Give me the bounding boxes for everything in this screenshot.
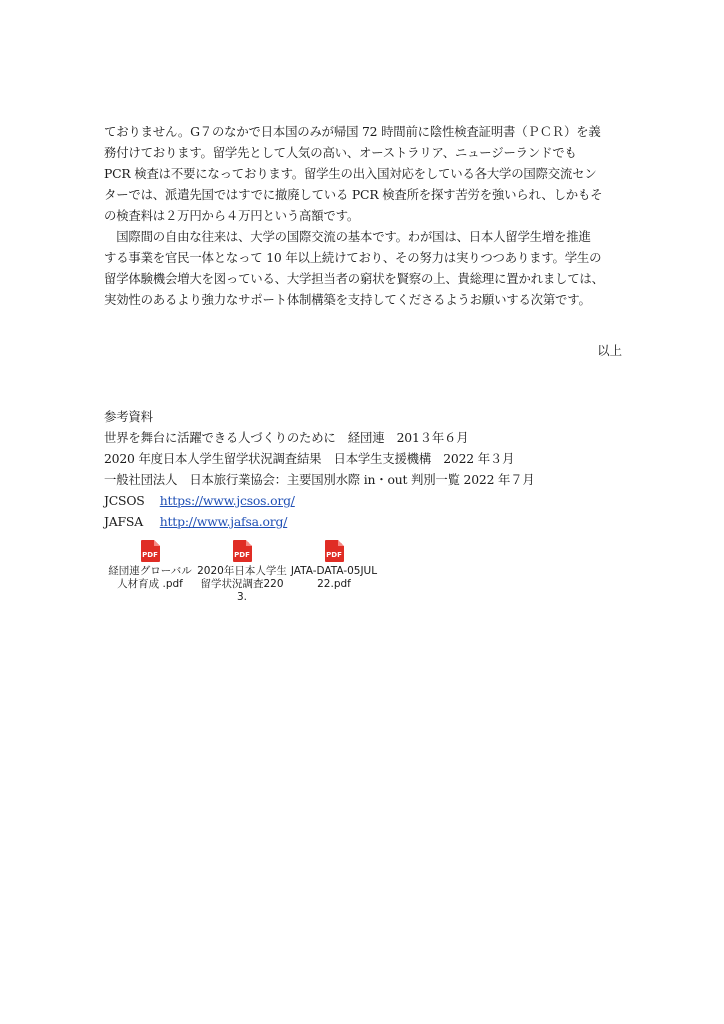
pdf-icon: PDF — [141, 540, 160, 562]
body-line: 国際間の自由な往来は、大学の国際交流の基本です。わが国は、日本人留学生増を推進 — [104, 229, 591, 244]
body-line: 務付けております。留学先として人気の高い、オーストラリア、ニュージーランドでも — [104, 145, 577, 160]
body-line: する事業を官民一体となって 10 年以上続けており、その努力は実りつつあります。学生の — [104, 250, 602, 265]
body-line: 留学体験機会増大を図っている、大学担当者の窮状を賢察の上、貴総理に置かれましては、 — [104, 271, 604, 286]
body-line: の検査料は２万円から４万円という高額です。 — [104, 208, 360, 223]
attachment-file[interactable] — [196, 540, 288, 604]
link-label: JAFSA — [104, 514, 143, 529]
body-text — [104, 121, 624, 310]
pdf-icon: PDF — [325, 540, 344, 562]
attachment-filename: 経団連グローバル人材育成 .pdf — [108, 565, 192, 590]
pdf-icon: PDF — [233, 540, 252, 562]
jafsa-link[interactable]: http://www.jafsa.org/ — [159, 514, 288, 529]
body-line: PCR 検査は不要になっております。留学生の出入国対応をしている各大学の国際交流セン — [104, 166, 597, 181]
reference-link-row — [104, 490, 535, 511]
reference-item: 一般社団法人 日本旅行業協会：主要国別水際 in・out 判別一覧 2022 年７月 — [104, 472, 535, 487]
attachment-filename: 2020年日本人学生留学状況調査2203. — [197, 565, 287, 603]
body-line: ターでは、派遣先国ではすでに撤廃している PCR 検査所を探す苦労を強いられ、しかもそ — [104, 187, 603, 202]
closing-text: 以上 — [597, 343, 622, 358]
attachment-file[interactable] — [288, 540, 380, 604]
attachment-filename: JATA-DATA-05JUL22.pdf — [290, 565, 378, 590]
references-heading: 参考資料 — [104, 409, 153, 424]
references-section — [104, 406, 535, 532]
reference-link-row — [104, 511, 535, 532]
body-line: ておりません。G７のなかで日本国のみが帰国 72 時間前に陰性検査証明書（ＰＣＲ）を義 — [104, 124, 601, 139]
attachment-file[interactable] — [104, 540, 196, 604]
attachments — [104, 540, 380, 604]
reference-item: 2020 年度日本人学生留学状況調査結果 日本学生支援機構 2022 年３月 — [104, 451, 515, 466]
link-label: JCSOS — [104, 493, 145, 508]
reference-item: 世界を舞台に活躍できる人づくりのために 経団連 201３年６月 — [104, 430, 469, 445]
jcsos-link[interactable]: https://www.jcsos.org/ — [159, 493, 295, 508]
body-line: 実効性のあるより強力なサポート体制構築を支持してくださるようお願いする次第です。 — [104, 292, 591, 307]
